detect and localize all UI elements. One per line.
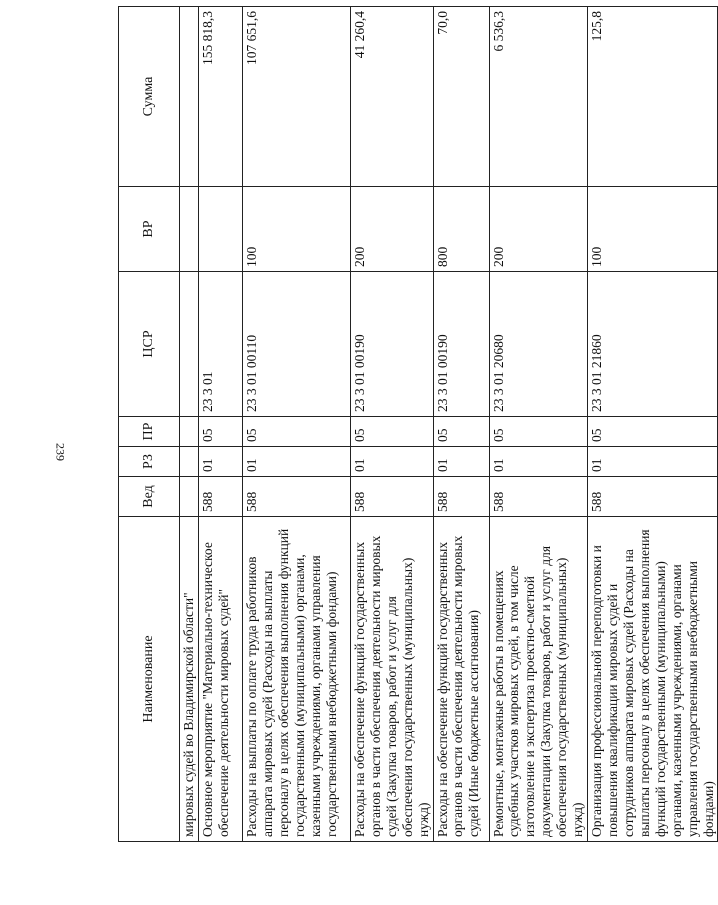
cell-ved: 588 <box>198 477 242 517</box>
cell-vr: 100 <box>242 187 350 272</box>
cell-name: Ремонтные, монтажные работы в помещениях судебных участков мировых судей, в том числе изготовление и экспертиза проектно-сметной документации (Закупка товаров, работ и услуг для обеспечения государственных (муниципальных) нужд) <box>489 517 588 842</box>
table-row <box>588 7 718 842</box>
cell-rz <box>180 447 199 477</box>
table-row <box>242 7 350 842</box>
cell-sum: 125,8 <box>588 7 718 187</box>
header-rz: РЗ <box>119 447 180 477</box>
header-sum: Сумма <box>119 7 180 187</box>
table-row <box>489 7 588 842</box>
cell-name: Основное мероприятие "Материально-техническое обеспечение деятельности мировых судей" <box>198 517 242 842</box>
cell-ved: 588 <box>242 477 350 517</box>
cell-sum: 41 260,4 <box>350 7 433 187</box>
cell-pr: 05 <box>489 417 588 447</box>
cell-sum: 107 651,6 <box>242 7 350 187</box>
budget-expenditure-table <box>118 6 718 842</box>
table-header-row <box>119 7 180 842</box>
table-row <box>350 7 433 842</box>
cell-rz: 01 <box>588 447 718 477</box>
cell-name: Расходы на обеспечение функций государственных органов в части обеспечения деятельности мировых судей (Закупка товаров, работ и услуг для обеспечения государственных (муниципальных) нужд) <box>350 517 433 842</box>
cell-csr: 23 3 01 21860 <box>588 272 718 417</box>
cell-vr: 100 <box>588 187 718 272</box>
cell-sum: 6 536,3 <box>489 7 588 187</box>
cell-rz: 01 <box>198 447 242 477</box>
cell-vr: 200 <box>489 187 588 272</box>
cell-ved <box>180 477 199 517</box>
cell-pr: 05 <box>588 417 718 447</box>
cell-rz: 01 <box>350 447 433 477</box>
cell-csr: 23 3 01 00110 <box>242 272 350 417</box>
header-vr: ВР <box>119 187 180 272</box>
cell-vr: 800 <box>433 187 489 272</box>
cell-ved: 588 <box>588 477 718 517</box>
cell-ved: 588 <box>489 477 588 517</box>
cell-sum: 70,0 <box>433 7 489 187</box>
rotated-page-content <box>118 7 716 842</box>
cell-ved: 588 <box>433 477 489 517</box>
cell-vr <box>198 187 242 272</box>
cell-csr: 23 3 01 00190 <box>433 272 489 417</box>
cell-name: мировых судей во Владимирской области" <box>180 517 199 842</box>
cell-pr: 05 <box>198 417 242 447</box>
table-row <box>180 7 199 842</box>
cell-csr <box>180 272 199 417</box>
header-name: Наименование <box>119 517 180 842</box>
cell-rz: 01 <box>433 447 489 477</box>
cell-vr: 200 <box>350 187 433 272</box>
cell-vr <box>180 187 199 272</box>
cell-csr: 23 3 01 20680 <box>489 272 588 417</box>
table-row <box>433 7 489 842</box>
cell-sum <box>180 7 199 187</box>
cell-csr: 23 3 01 <box>198 272 242 417</box>
page-number: 239 <box>53 443 68 461</box>
cell-rz: 01 <box>489 447 588 477</box>
header-ved: Вед <box>119 477 180 517</box>
table-row <box>198 7 242 842</box>
header-pr: ПР <box>119 417 180 447</box>
cell-csr: 23 3 01 00190 <box>350 272 433 417</box>
header-csr: ЦСР <box>119 272 180 417</box>
cell-pr: 05 <box>242 417 350 447</box>
cell-ved: 588 <box>350 477 433 517</box>
cell-name: Расходы на выплаты по оплате труда работников аппарата мировых судей (Расходы на выплаты персоналу в целях обеспечения выполнения функций государственными (муниципальными) органами, казенными учреждениями, органами управления государственными внебюджетными фондами) <box>242 517 350 842</box>
cell-pr <box>180 417 199 447</box>
cell-rz: 01 <box>242 447 350 477</box>
cell-pr: 05 <box>433 417 489 447</box>
cell-name: Организация профессиональной переподготовки и повышения квалификации мировых судей и сотрудников аппарата мировых судей (Расходы на выплаты персоналу в целях обеспечения выполнения функций государственными (муниципальными) органами, казенными учреждениями, органами управления государственными внебюджетными фондами) <box>588 517 718 842</box>
cell-pr: 05 <box>350 417 433 447</box>
cell-name: Расходы на обеспечение функций государственных органов в части обеспечения деятельности мировых судей (Иные бюджетные ассигнования) <box>433 517 489 842</box>
cell-sum: 155 818,3 <box>198 7 242 187</box>
